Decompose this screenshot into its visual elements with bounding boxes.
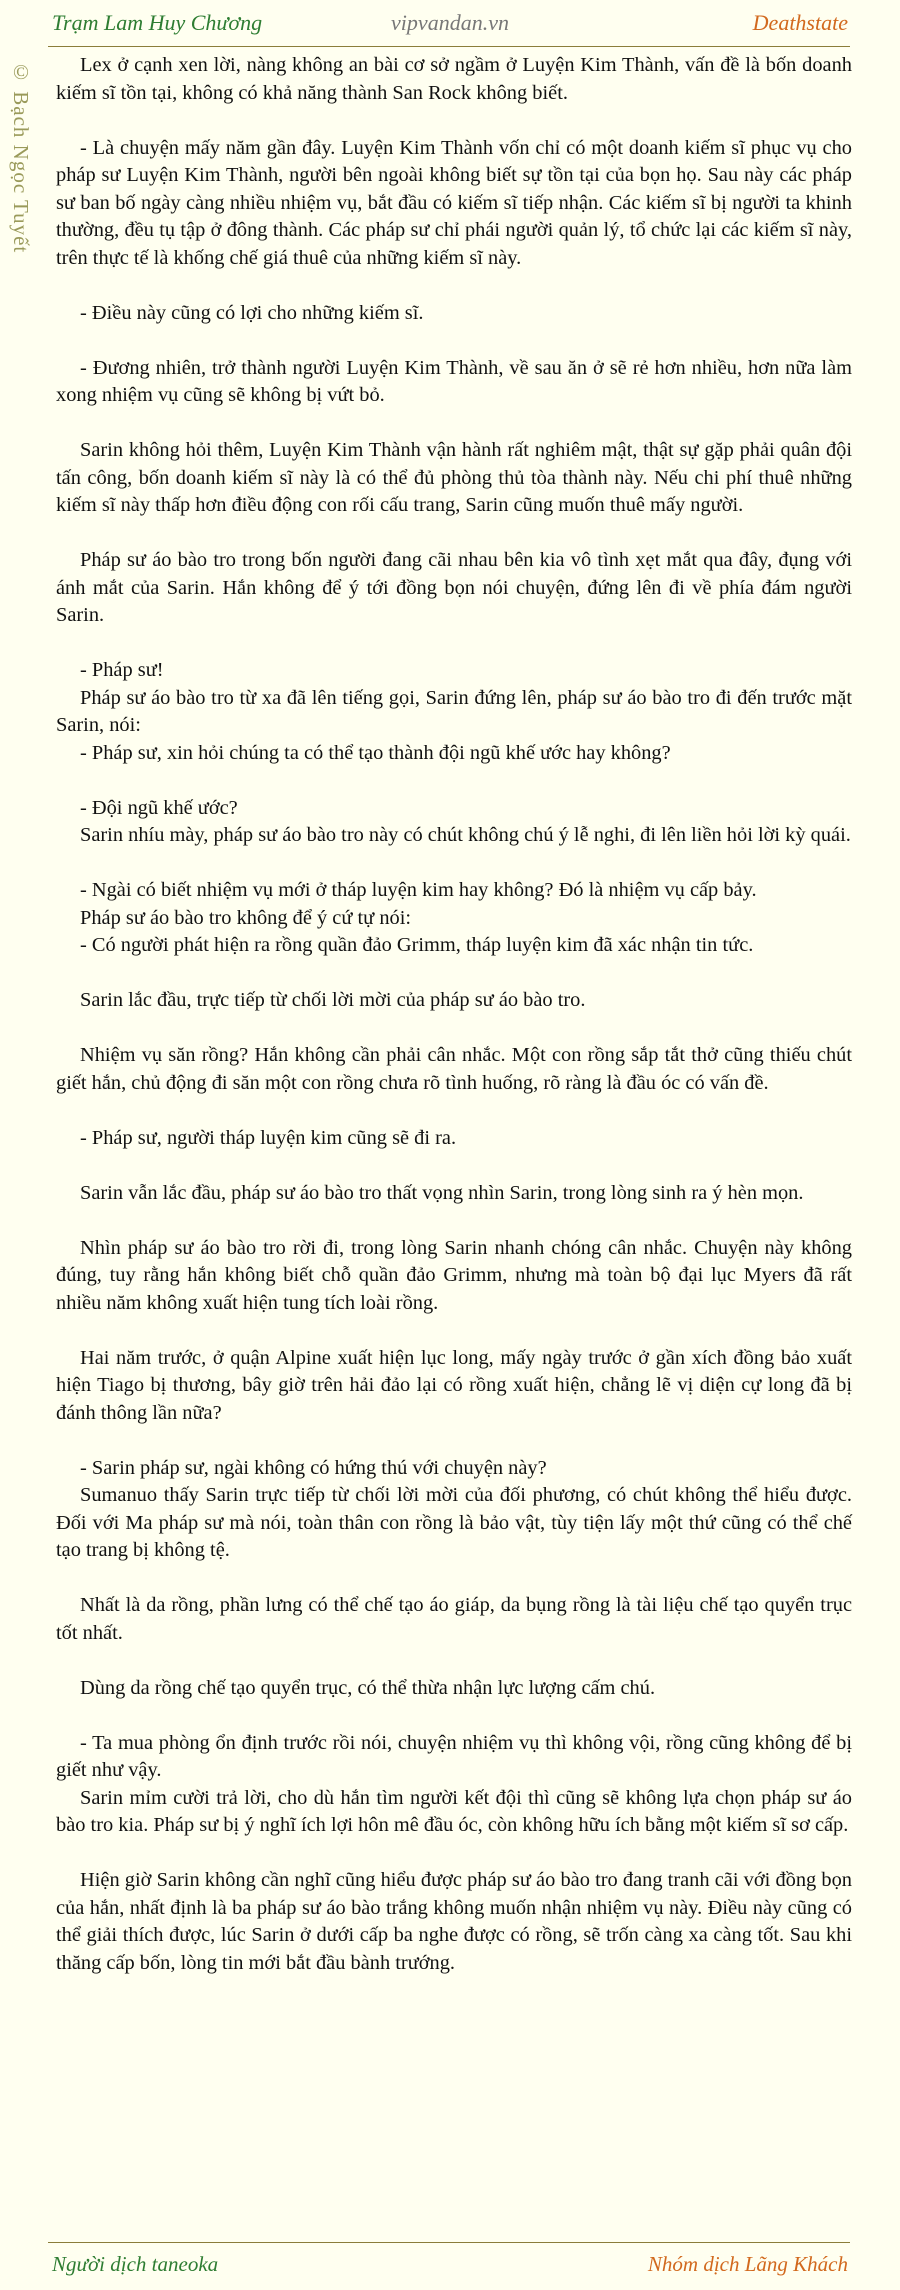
paragraph: - Là chuyện mấy năm gần đây. Luyện Kim Thành vốn chỉ có một doanh kiếm sĩ phục vụ cho pháp sư Luyện Kim Thành, người bên ngoài không biết sự tồn tại của bọn họ. Sau này các pháp sư ban bố ngày càng nhiều nhiệm vụ, bắt đầu có kiếm sĩ tiếp nhận. Các kiếm sĩ bị người ta khinh thường, đều tụ tập ở đông thành. Các pháp sư chỉ phái người quản lý, tổ chức lại các kiếm sĩ này, trên thực tế là khống chế giá thuê của những kiếm sĩ này. [56,136,852,269]
paragraph: Hiện giờ Sarin không cần nghĩ cũng hiểu được pháp sư áo bào tro đang tranh cãi với đồng bọn của hắn, nhất định là ba pháp sư áo bào trắng không muốn nhận nhiệm vụ này. Điều này cũng có thể giải thích được, lúc Sarin ở dưới cấp ba nghe được có rồng, sẽ trốn càng xa càng tốt. Sau khi thăng cấp bốn, lòng tin mới bắt đầu bành trướng. [56,1869,852,1974]
paragraph: Sarin vẫn lắc đầu, pháp sư áo bào tro thất vọng nhìn Sarin, trong lòng sinh ra ý hèn mọn. [80,1181,804,1204]
footer-divider [48,2242,850,2243]
paragraph: Sumanuo thấy Sarin trực tiếp từ chối lời mời của đối phương, có chút không thể hiểu được. Đối với Ma pháp sư mà nói, toàn thân con rồng là bảo vật, tùy tiện lấy một thứ cũng có thể chế tạo trang bị không tệ. [56,1484,852,1561]
paragraph: - Điều này cũng có lợi cho những kiếm sĩ. [80,301,424,324]
paragraph: - Đội ngũ khế ước? [80,796,238,819]
chapter-body [56,52,852,1977]
paragraph: Pháp sư áo bào tro từ xa đã lên tiếng gọi, Sarin đứng lên, pháp sư áo bào tro đi đến trước mặt Sarin, nói: [56,686,852,736]
header-divider [48,46,850,47]
paragraph: Nhìn pháp sư áo bào tro rời đi, trong lòng Sarin nhanh chóng cân nhắc. Chuyện này không đúng, tuy rằng hắn không biết chỗ quần đảo Grimm, nhưng mà toàn bộ đại lục Myers đã rất nhiều năm không xuất hiện tung tích loài rồng. [56,1236,852,1314]
page-header [0,0,900,46]
paragraph: Dùng da rồng chế tạo quyển trục, có thể thừa nhận lực lượng cấm chú. [80,1676,656,1699]
paragraph: - Pháp sư, người tháp luyện kim cũng sẽ đi ra. [80,1126,457,1149]
paragraph: Pháp sư áo bào tro trong bốn người đang cãi nhau bên kia vô tình xẹt mắt qua đây, đụng với ánh mắt của Sarin. Hắn không để ý tới đồng bọn nói chuyện, đứng lên đi về phía đám người Sarin. [56,549,852,626]
paragraph: - Pháp sư, xin hỏi chúng ta có thể tạo thành đội ngũ khế ước hay không? [80,741,671,764]
header-site-name: Trạm Lam Huy Chương [52,10,263,35]
paragraph: Pháp sư áo bào tro không để ý cứ tự nói: [80,906,412,929]
paragraph: - Đương nhiên, trở thành người Luyện Kim Thành, về sau ăn ở sẽ rẻ hơn nhiều, hơn nữa làm xong nhiệm vụ cũng sẽ không bị vứt bỏ. [56,356,852,406]
paragraph: Sarin mỉm cười trả lời, cho dù hắn tìm người kết đội thì cũng sẽ không lựa chọn pháp sư áo bào tro kia. Pháp sư bị ý nghĩ ích lợi hôn mê đầu óc, còn không hữu ích bằng một kiếm sĩ sơ cấp. [56,1786,852,1836]
header-url[interactable]: vipvandan.vn [391,10,509,35]
paragraph: - Sarin pháp sư, ngài không có hứng thú với chuyện này? [80,1456,547,1479]
paragraph: Sarin lắc đầu, trực tiếp từ chối lời mời của pháp sư áo bào tro. [80,989,586,1011]
paragraph: - Ta mua phòng ổn định trước rồi nói, chuyện nhiệm vụ thì không vội, rồng cũng không để bị giết như vậy. [56,1731,852,1781]
header-title: Deathstate [752,10,848,35]
paragraph: - Ngài có biết nhiệm vụ mới ở tháp luyện kim hay không? Đó là nhiệm vụ cấp bảy. [80,879,757,901]
footer-translator: Người dịch taneoka [52,2252,219,2276]
paragraph: Lex ở cạnh xen lời, nàng không an bài cơ sở ngầm ở Luyện Kim Thành, vấn đề là bốn doanh kiếm sĩ tồn tại, không có khả năng thành San Rock không biết. [56,54,852,104]
paragraph: - Có người phát hiện ra rồng quần đảo Grimm, tháp luyện kim đã xác nhận tin tức. [80,934,754,956]
watermark-text: © Bạch Ngọc Tuyết [9,60,33,254]
paragraph: Nhất là da rồng, phần lưng có thể chế tạo áo giáp, da bụng rồng là tài liệu chế tạo quyển trục tốt nhất. [56,1594,852,1644]
side-watermark [8,60,44,260]
paragraph: Nhiệm vụ săn rồng? Hắn không cần phải cân nhắc. Một con rồng sắp tắt thở cũng thiếu chút giết hắn, chủ động đi săn một con rồng chưa rõ tình huống, rõ ràng là đầu óc có vấn đề. [56,1044,852,1094]
paragraph: Sarin không hỏi thêm, Luyện Kim Thành vận hành rất nghiêm mật, thật sự gặp phải quân đội tấn công, bốn doanh kiếm sĩ này là có thể đủ phòng thủ tòa thành này. Nếu chi phí thuê những kiếm sĩ này thấp hơn điều động con rối cấu trang, Sarin cũng muốn thuê mấy người. [56,439,852,516]
paragraph: - Pháp sư! [80,659,164,681]
footer-group: Nhóm dịch Lãng Khách [647,2252,848,2276]
paragraph: Hai năm trước, ở quận Alpine xuất hiện lục long, mấy ngày trước ở gần xích đồng bảo xuất hiện Tiago bị thương, bây giờ trên hải đảo lại có rồng xuất hiện, chẳng lẽ vị diện cự long đã bị đánh thông lần nữa? [56,1346,852,1424]
paragraph: Sarin nhíu mày, pháp sư áo bào tro này có chút không chú ý lễ nghi, đi lên liền hỏi lời kỳ quái. [80,824,851,846]
